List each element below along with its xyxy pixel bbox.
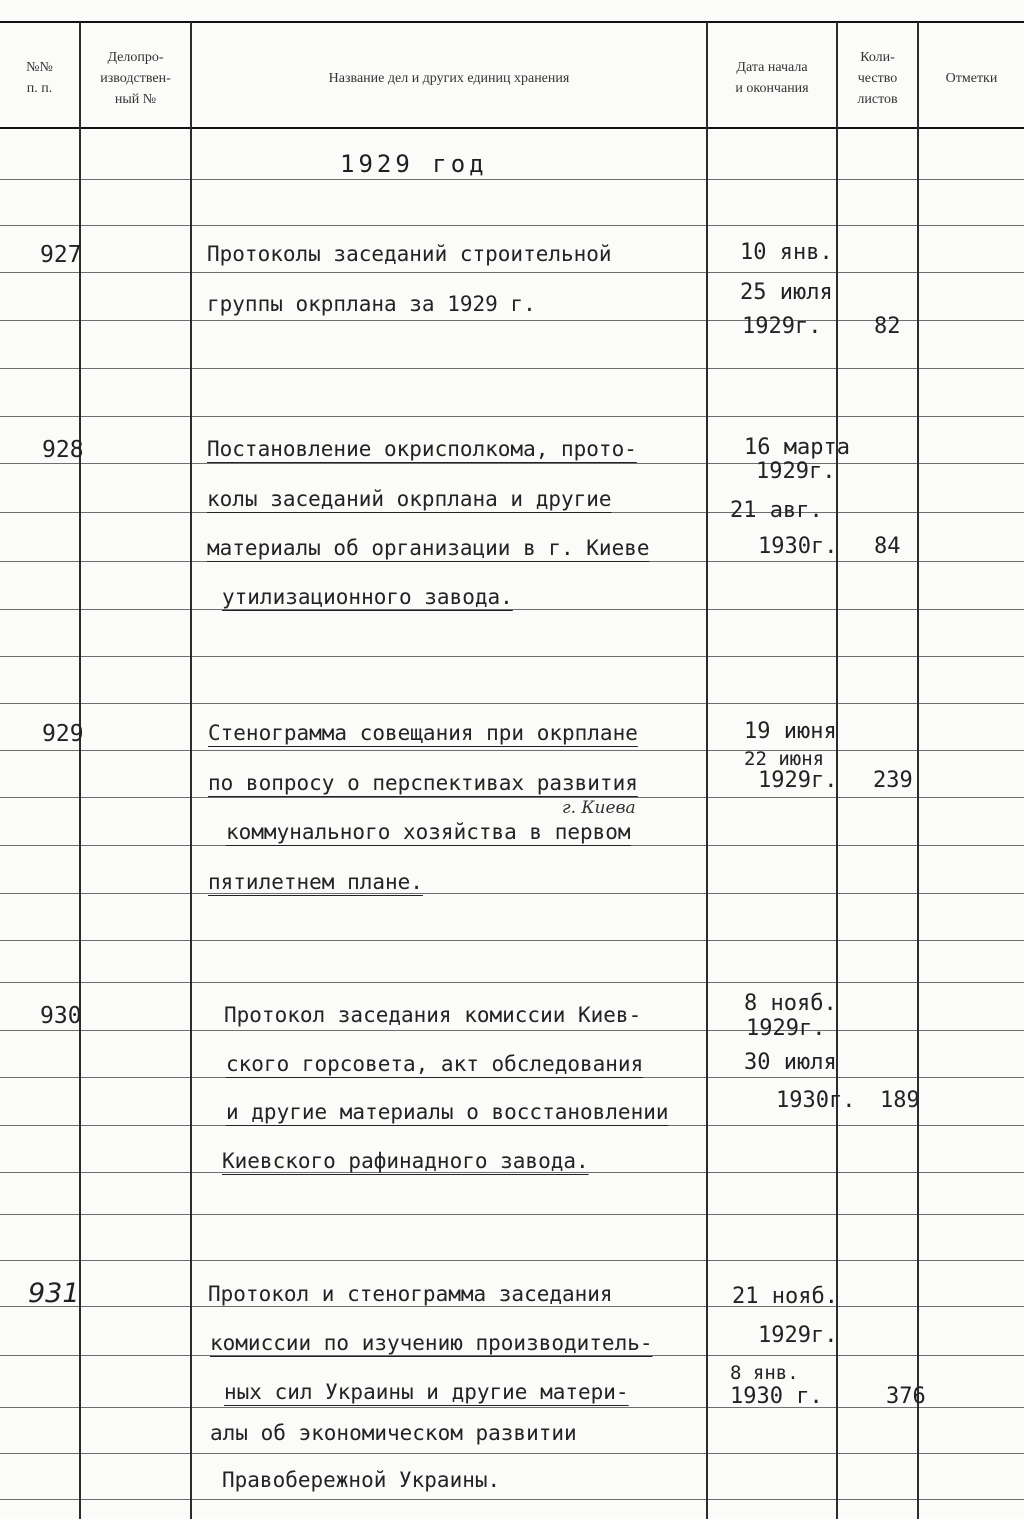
record-title-line: Протоколы заседаний строительной xyxy=(207,242,612,266)
ruled-line xyxy=(0,940,1024,941)
record-title-line: Протокол заседания комиссии Киев- xyxy=(224,1003,642,1027)
header-notes: Отметки xyxy=(945,70,998,86)
ruled-line xyxy=(0,656,1024,657)
record-date: 8 нояб. xyxy=(744,991,837,1016)
header-item-number: №№ п. п. xyxy=(26,60,53,96)
record-sheet-count: 189 xyxy=(880,1088,920,1113)
header-office-number: Делопро- изводствен- ный № xyxy=(100,49,171,107)
record-date: 16 марта xyxy=(744,435,850,460)
record-sheet-count: 84 xyxy=(874,534,901,559)
record-date: 30 июля xyxy=(744,1050,837,1075)
record-title-line: алы об экономическом развитии xyxy=(210,1421,577,1445)
ruled-line xyxy=(0,609,1024,610)
record-title-line: коммунального хозяйства в первом xyxy=(226,820,631,844)
record-title-line: ных сил Украины и другие матери- xyxy=(224,1380,629,1404)
record-sheet-count: 239 xyxy=(873,768,913,793)
record-title-line: Протокол и стенограмма заседания xyxy=(208,1282,613,1306)
record-title-line: колы заседаний окрплана и другие xyxy=(207,487,612,511)
year-heading: 1929 год xyxy=(340,150,488,178)
ruled-line xyxy=(0,179,1024,180)
record-number: 928 xyxy=(42,437,84,463)
ruled-line xyxy=(0,320,1024,321)
ruled-line xyxy=(0,272,1024,273)
ruled-line xyxy=(0,1125,1024,1126)
header-bottom-border xyxy=(0,127,1024,129)
ruled-line xyxy=(0,1260,1024,1261)
ruled-line xyxy=(0,1499,1024,1500)
record-date: 21 нояб. xyxy=(732,1284,838,1309)
record-title-line: и другие материалы о восстановлении xyxy=(226,1100,669,1124)
ruled-line xyxy=(0,463,1024,464)
record-title-line: Правобережной Украины. xyxy=(222,1468,501,1492)
record-title-line: Стенограмма совещания при окрплане xyxy=(208,721,638,745)
ruled-line xyxy=(0,225,1024,226)
record-title-line: Постановление окрисполкома, прото- xyxy=(207,437,637,461)
column-divider xyxy=(917,22,919,1519)
record-title-line: ского горсовета, акт обследования xyxy=(226,1052,644,1076)
ruled-line xyxy=(0,797,1024,798)
record-date: 1930г. xyxy=(758,534,838,559)
ruled-line xyxy=(0,561,1024,562)
record-date: 1929г. xyxy=(746,1016,826,1041)
record-sheet-count: 376 xyxy=(886,1384,926,1409)
header-sheet-count: Коли- чество листов xyxy=(857,49,898,107)
ruled-line xyxy=(0,1077,1024,1078)
ruled-line xyxy=(0,982,1024,983)
record-date: 25 июля xyxy=(740,280,833,305)
record-title-line: по вопросу о перспективах развития xyxy=(208,771,638,795)
record-title-line: материалы об организации в г. Киеве xyxy=(207,536,650,560)
record-title-line: группы окрплана за 1929 г. xyxy=(207,292,536,316)
record-date: 22 июня xyxy=(744,748,825,770)
record-date: 8 янв. xyxy=(730,1362,799,1384)
record-title-line: комиссии по изучению производитель- xyxy=(210,1331,653,1355)
ruled-line xyxy=(0,750,1024,751)
ruled-line xyxy=(0,512,1024,513)
ruled-line xyxy=(0,416,1024,417)
column-divider xyxy=(190,22,192,1519)
ruled-line xyxy=(0,703,1024,704)
record-number: 930 xyxy=(40,1003,82,1029)
record-date: 1929г. xyxy=(758,768,838,793)
record-title-line: утилизационного завода. xyxy=(222,585,513,609)
record-date: 21 авг. xyxy=(730,498,823,523)
ruled-line xyxy=(0,893,1024,894)
top-border xyxy=(0,21,1024,23)
record-date: 1930 г. xyxy=(730,1384,823,1409)
record-number: 931 xyxy=(28,1278,80,1309)
header-dates: Дата начала и окончания xyxy=(735,60,809,96)
record-date: 1929г. xyxy=(756,459,836,484)
ruled-line xyxy=(0,1306,1024,1307)
record-date: 1929г. xyxy=(758,1323,838,1348)
column-divider xyxy=(706,22,708,1519)
ruled-line xyxy=(0,1214,1024,1215)
record-number: 929 xyxy=(42,721,84,747)
header-title: Название дел и других единиц хранения xyxy=(328,70,570,86)
ruled-line xyxy=(0,1407,1024,1408)
record-date: 1930г. xyxy=(776,1088,856,1113)
ruled-line xyxy=(0,1355,1024,1356)
record-title-line: Киевского рафинадного завода. xyxy=(222,1149,589,1173)
record-date: 10 янв. xyxy=(740,240,833,265)
handwritten-insertion: г. Киева xyxy=(562,798,636,818)
record-title-line: пятилетнем плане. xyxy=(208,870,423,894)
record-sheet-count: 82 xyxy=(874,314,901,339)
ruled-line xyxy=(0,368,1024,369)
ruled-line xyxy=(0,1030,1024,1031)
record-date: 1929г. xyxy=(742,314,822,339)
record-date: 19 июня xyxy=(744,719,837,744)
ruled-line xyxy=(0,1453,1024,1454)
record-number: 927 xyxy=(40,242,82,268)
ruled-line xyxy=(0,845,1024,846)
